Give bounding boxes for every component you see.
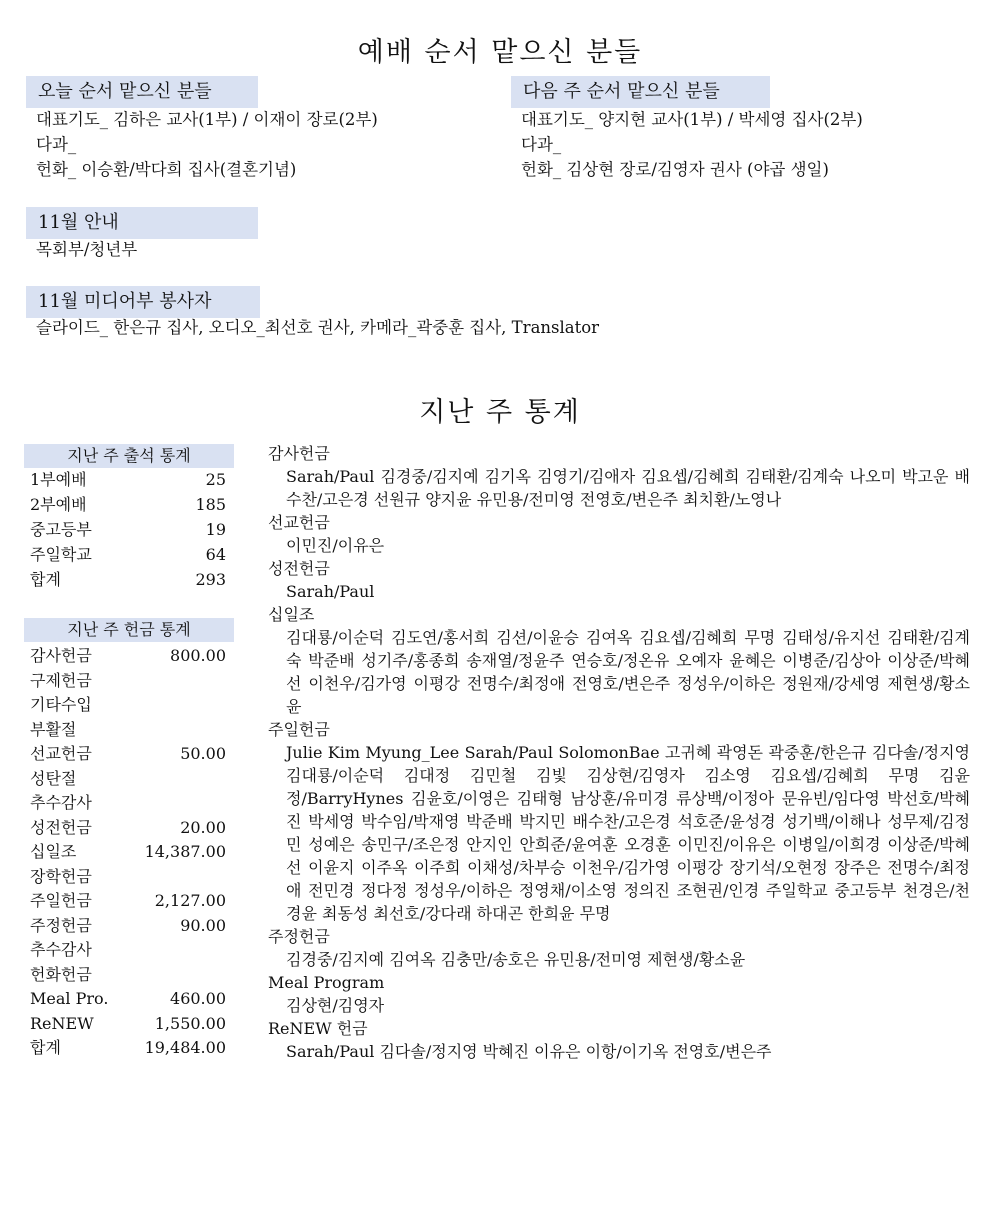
- donor-category: 선교헌금: [268, 513, 330, 532]
- donor-names: Sarah/Paul 김다솔/정지영 박혜진 이유은 이항/이기옥 전영호/변은주: [286, 1042, 772, 1061]
- offering-row: [30, 963, 226, 987]
- offering-row-label: 감사헌금: [30, 646, 92, 665]
- attendance-row: [30, 518, 226, 542]
- offering-row: [30, 840, 226, 864]
- offering-row-label: ReNEW: [30, 1013, 94, 1033]
- next-week-refreshments: 다과_: [521, 135, 562, 154]
- offering-row-label: 헌화헌금: [30, 964, 92, 984]
- offering-row: [30, 791, 226, 815]
- attendance-row-value: 25: [205, 470, 226, 489]
- offering-row-value: 50.00: [180, 744, 226, 763]
- attendance-row-value: 64: [205, 545, 226, 564]
- donor-names: 이민진/이유은: [286, 536, 385, 555]
- donor-category: Meal Program: [268, 973, 385, 992]
- today-flowers: 헌화_ 이승환/박다희 집사(결혼기념): [36, 160, 297, 179]
- offering-row-label: 선교헌금: [30, 744, 92, 763]
- donor-category: 십일조: [268, 605, 315, 624]
- offering-row: [30, 914, 226, 938]
- donor-category: ReNEW 헌금: [268, 1019, 368, 1038]
- media-volunteers: 슬라이드_ 한은규 집사, 오디오_최선호 권사, 카메라_곽중훈 집사, Translator: [36, 318, 600, 337]
- offering-row-label: 추수감사: [30, 793, 92, 812]
- attendance-row: [30, 493, 226, 517]
- offering-row-value: 1,550.00: [154, 1013, 226, 1033]
- media-header: 11월 미디어부 봉사자: [26, 286, 260, 318]
- offering-row-value: 20.00: [180, 817, 226, 837]
- offering-row: [30, 938, 226, 962]
- donor-names: 김상현/김영자: [286, 996, 385, 1015]
- today-header: 오늘 순서 맡으신 분들: [26, 76, 258, 108]
- attendance-header: 지난 주 출석 통계: [24, 444, 234, 468]
- offering-row: [30, 767, 226, 791]
- offering-row: [30, 816, 226, 840]
- offering-row: [30, 1012, 226, 1036]
- offering-row-label: 장학헌금: [30, 866, 92, 886]
- offering-header: 지난 주 헌금 통계: [24, 618, 234, 642]
- offering-row-value: 2,127.00: [154, 891, 226, 910]
- offering-row-value: 90.00: [180, 915, 226, 935]
- offering-row-value: 19,484.00: [144, 1038, 226, 1057]
- donor-category: 주일헌금: [268, 720, 330, 739]
- donor-names: Sarah/Paul: [286, 582, 375, 601]
- offering-row-label: 성탄절: [30, 768, 77, 788]
- attendance-row-label: 중고등부: [30, 520, 92, 539]
- offering-row: [30, 987, 226, 1011]
- offering-row: [30, 644, 226, 668]
- attendance-row-label: 주일학교: [30, 545, 92, 564]
- attendance-row-value: 293: [195, 570, 226, 589]
- offering-row-label: 주정헌금: [30, 915, 92, 935]
- donor-names: 김경중/김지예 김여옥 김충만/송호은 유민용/전미영 제현생/황소윤: [286, 950, 746, 969]
- donor-names: Sarah/Paul 김경중/김지예 김기옥 김영기/김애자 김요셉/김혜희 김태환/김계숙 나오미 박고운 배수찬/고은경 선원규 양지윤 유민용/전미영 전영호/변은주 최치환/노영나: [286, 467, 970, 509]
- attendance-row-label: 1부예배: [30, 470, 87, 489]
- november-notice-header: 11월 안내: [26, 207, 258, 239]
- offering-row: [30, 742, 226, 766]
- attendance-row: [30, 468, 226, 492]
- offering-row: [30, 889, 226, 913]
- offering-row-label: 추수감사: [30, 940, 92, 959]
- next-week-flowers: 헌화_ 김상현 장로/김영자 권사 (야곱 생일): [521, 160, 829, 179]
- stats-title: 지난 주 통계: [419, 397, 581, 428]
- donor-list: [268, 442, 970, 1063]
- offering-row-label: 합계: [30, 1038, 61, 1057]
- attendance-row: [30, 568, 226, 592]
- november-notice-text: 목회부/청년부: [36, 240, 138, 259]
- offering-row-label: 십일조: [30, 842, 77, 861]
- offering-row-label: 성전헌금: [30, 817, 92, 837]
- offering-row-value: 14,387.00: [144, 842, 226, 861]
- next-week-header: 다음 주 순서 맡으신 분들: [511, 76, 770, 108]
- offering-row-label: 기타수입: [30, 695, 92, 714]
- attendance-row: [30, 543, 226, 567]
- offering-row-value: 800.00: [170, 646, 226, 665]
- today-refreshments: 다과_: [36, 135, 77, 154]
- donor-names: 김대룡/이순덕 김도연/홍서희 김션/이윤승 김여옥 김요셉/김혜희 무명 김태성/유지선 김태환/김계숙 박준배 성기주/홍종희 송재열/정윤주 연승호/정온유 오예자 윤혜은 이병준/김상아 이상준/박혜선 이천우/김가영 이평강 전명수/최정애 전영호/변은주 정성우/이하은 정원재/강세영 제현생/황소윤: [286, 628, 970, 716]
- offering-row: [30, 865, 226, 889]
- page-title: 예배 순서 맡으신 분들: [357, 37, 643, 68]
- donor-names: Julie Kim Myung_Lee Sarah/Paul SolomonBae 고귀혜 곽영돈 곽중훈/한은규 김다솔/정지영 김대룡/이순덕 김대정 김민철 김빛 김상현/김영자 김소영 김요셉/김혜희 무명 김윤정/BarryHynes 김윤호/이영은 김태형 남상훈/유미경 류상백/이정아 문유빈/임다영 박선호/박혜진 박세영 박수임/박재영 박준배 박지민 배수찬/고은경 석호준/윤성경 성기백/이해나 성무제/김정민 성예은 송민구/조은정 안지인 안희준/윤여훈 오경훈 이민진/이유은 이병일/이희경 이상준/박혜선 이윤지 이주옥 이주희 이채성/차부승 이천우/김가영 이평강 장기석/오현정 장주은 전명수/최정애 전민경 정다정 정성우/이하은 정영채/이소영 정의진 조현권/인경 주일학교 중고등부 천경은/천경윤 최동성 최선호/강다래 하대곤 한희윤 무명: [286, 743, 970, 923]
- offering-row: [30, 1036, 226, 1060]
- attendance-row-value: 185: [195, 495, 226, 514]
- offering-row-label: Meal Pro.: [30, 989, 109, 1008]
- offering-row-label: 부활절: [30, 719, 77, 739]
- offering-row-value: 460.00: [170, 989, 226, 1008]
- offering-row: [30, 669, 226, 693]
- donor-category: 성전헌금: [268, 559, 330, 578]
- offering-row: [30, 718, 226, 742]
- attendance-row-label: 합계: [30, 570, 61, 589]
- attendance-row-value: 19: [205, 520, 226, 539]
- offering-row: [30, 693, 226, 717]
- offering-row-label: 주일헌금: [30, 891, 92, 910]
- today-prayer: 대표기도_ 김하은 교사(1부) / 이재이 장로(2부): [36, 110, 378, 129]
- attendance-row-label: 2부예배: [30, 495, 87, 514]
- donor-category: 주정헌금: [268, 927, 330, 946]
- offering-row-label: 구제헌금: [30, 670, 92, 690]
- next-week-prayer: 대표기도_ 양지현 교사(1부) / 박세영 집사(2부): [521, 110, 863, 129]
- donor-category: 감사헌금: [268, 444, 330, 463]
